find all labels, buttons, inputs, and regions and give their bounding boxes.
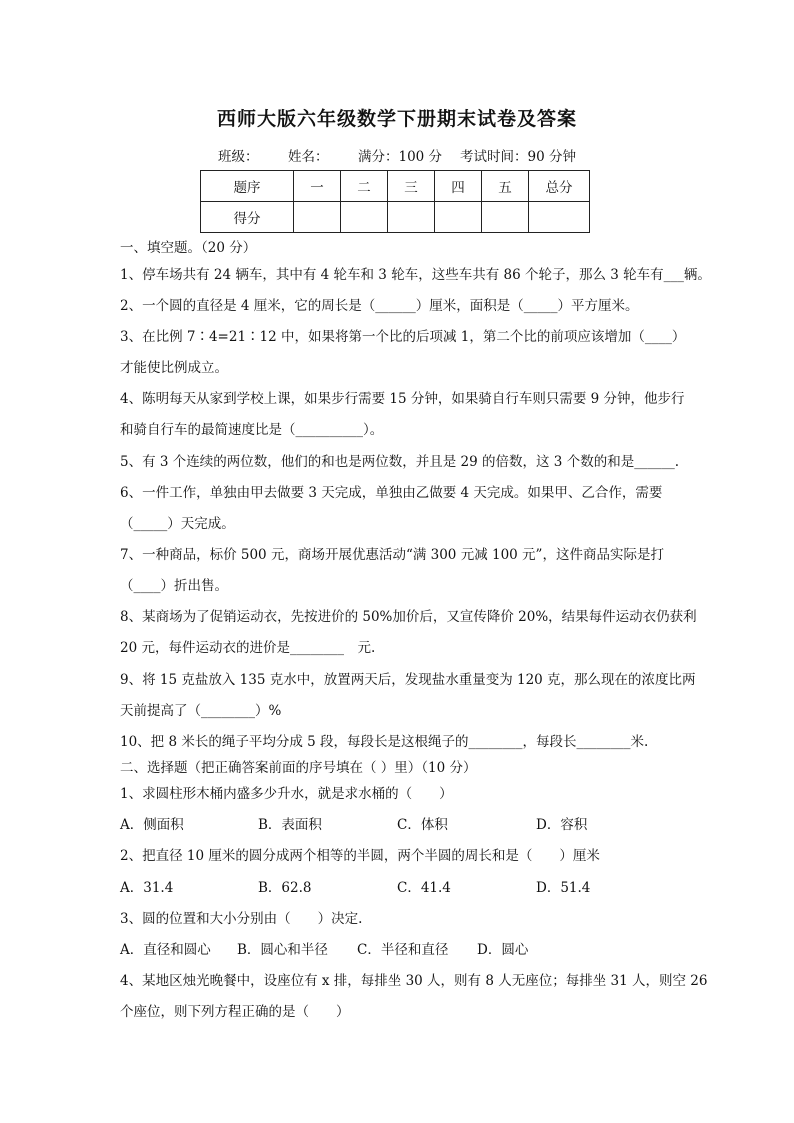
header-cell: 一 [294,171,341,202]
option-b[interactable]: B．圆心和半径 [237,942,328,958]
question-text: 20 元，每件运动衣的进价是________ 元. [120,640,376,656]
score-cell[interactable] [294,202,341,233]
option-b[interactable]: B．表面积 [258,817,322,833]
option-a[interactable]: A．侧面积 [120,817,184,833]
question-text: 3、圆的位置和大小分别由（ ）决定. [120,911,363,927]
score-cell[interactable] [341,202,388,233]
header-cell: 三 [388,171,435,202]
question-text: 7、一种商品，标价 500 元，商场开展优惠活动“满 300 元减 100 元”，这件商品实际是打 [120,547,664,563]
question-text: 2、一个圆的直径是 4 厘米，它的周长是（______）厘米，面积是（_____）平方厘米。 [120,298,639,314]
score-row-label: 得分 [201,202,294,233]
option-c[interactable]: C．41.4 [397,880,451,896]
option-b[interactable]: B．62.8 [258,880,312,896]
header-cell: 五 [482,171,529,202]
question-text: 4、某地区烛光晚餐中，设座位有 x 排，每排坐 30 人，则有 8 人无座位；每排坐 31 人，则空 26 [120,973,708,989]
name-label: 姓名： [288,149,329,165]
question-text: 1、求圆柱形木桶内盛多少升水，就是求水桶的（ ） [120,786,453,802]
exam-time: 考试时间：90 分钟 [460,149,576,165]
header-cell: 题序 [201,171,294,202]
score-table-header-row [201,171,590,202]
section2-heading: 二、选择题（把正确答案前面的序号填在（ ）里）（10 分） [120,760,477,776]
question-text: 1、停车场共有 24 辆车，其中有 4 轮车和 3 轮车，这些车共有 86 个轮子，那么 3 轮车有___辆。 [120,267,711,283]
option-d[interactable]: D．圆心 [477,942,529,958]
class-label: 班级： [218,149,259,165]
score-cell[interactable] [529,202,590,233]
question-text: 天前提高了（________）% [120,703,282,719]
question-text: 6、一件工作，单独由甲去做要 3 天完成，单独由乙做要 4 天完成。如果甲、乙合作，需要 [120,485,663,501]
full-marks: 满分：100 分 [358,149,443,165]
question-text: 个座位，则下列方程正确的是（ ） [120,1004,350,1020]
page-title: 西师大版六年级数学下册期末试卷及答案 [216,108,577,130]
option-a[interactable]: A．直径和圆心 [120,942,211,958]
section1-heading: 一、填空题。（20 分） [120,240,257,256]
question-text: （_____）天完成。 [120,516,235,532]
option-d[interactable]: D．容积 [536,817,588,833]
score-cell[interactable] [435,202,482,233]
question-text: 和骑自行车的最简速度比是（__________）。 [120,422,384,438]
option-a[interactable]: A．31.4 [120,880,174,896]
score-table-score-row [201,202,590,233]
header-cell: 四 [435,171,482,202]
question-text: 8、某商场为了促销运动衣，先按进价的 50%加价后，又宣传降价 20%，结果每件运动衣仍获利 [120,609,697,625]
header-cell: 二 [341,171,388,202]
question-text: 3、在比例 7∶4=21∶12 中，如果将第一个比的后项减 1，第二个比的前项应该增加（____） [120,329,686,345]
question-text: 5、有 3 个连续的两位数，他们的和也是两位数，并且是 29 的倍数，这 3 个数的和是______. [120,454,679,470]
question-text: 2、把直径 10 厘米的圆分成两个相等的半圆，两个半圆的周长和是（ ）厘米 [120,848,600,864]
option-c[interactable]: C．半径和直径 [357,942,449,958]
score-cell[interactable] [482,202,529,233]
header-cell: 总分 [529,171,590,202]
score-table [200,170,590,233]
question-text: （____）折出售。 [120,578,228,594]
question-text: 9、将 15 克盐放入 135 克水中，放置两天后，发现盐水重量变为 120 克，那么现在的浓度比两 [120,672,696,688]
question-text: 4、陈明每天从家到学校上课，如果步行需要 15 分钟，如果骑自行车则只需要 9 分钟，他步行 [120,391,685,407]
option-d[interactable]: D．51.4 [536,880,591,896]
score-cell[interactable] [388,202,435,233]
question-text: 10、把 8 米长的绳子平均分成 5 段，每段长是这根绳子的________，每段长________米. [120,734,649,750]
option-c[interactable]: C．体积 [397,817,448,833]
question-text: 才能使比例成立。 [120,360,228,376]
